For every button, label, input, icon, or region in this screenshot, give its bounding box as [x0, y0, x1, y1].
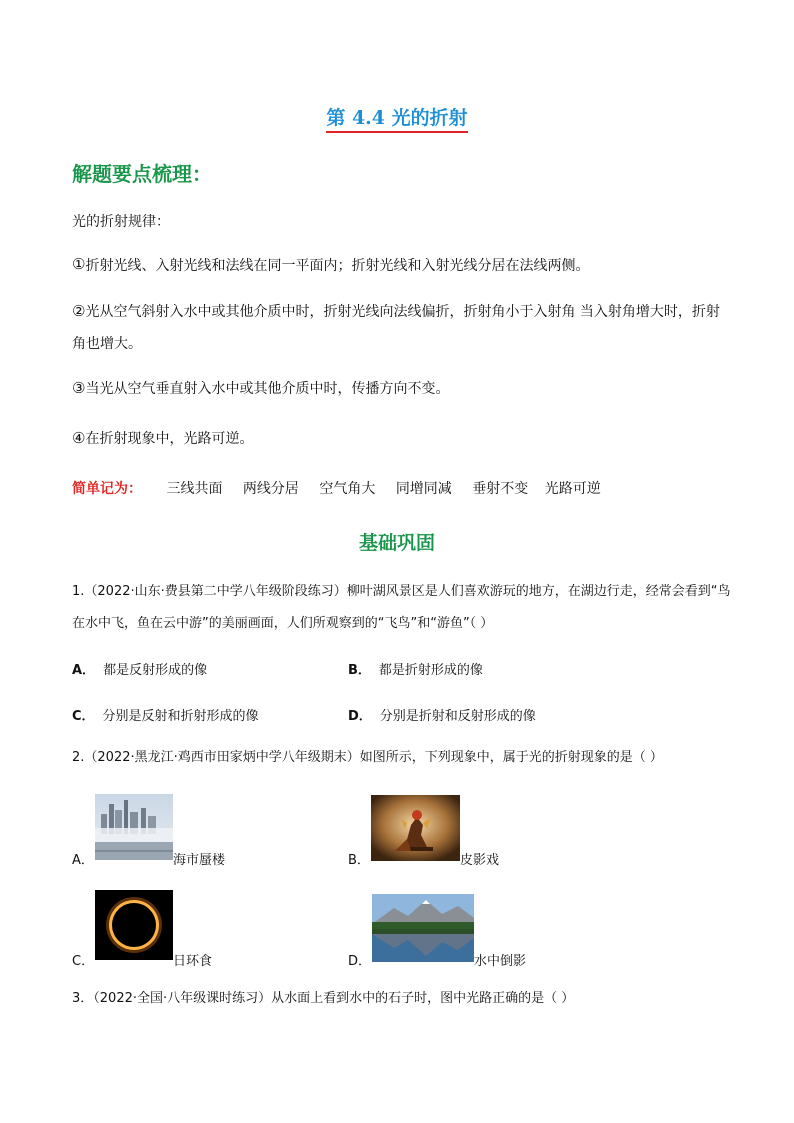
- q1-option-c: [72, 705, 259, 724]
- option-letter: D．: [348, 709, 372, 724]
- q2-option-a-letter: A．: [72, 853, 94, 868]
- rule-number-1: ①: [72, 255, 86, 273]
- rule-number-3: ③: [72, 379, 86, 397]
- q1-option-a: [72, 659, 207, 678]
- option-text: 都是折射形成的像: [378, 663, 483, 678]
- page-title: 第 4.4 光的折射: [326, 107, 467, 133]
- rule-item-1: [72, 256, 732, 276]
- summary-item: 空气角大: [319, 481, 376, 497]
- option-letter: B．: [348, 663, 371, 678]
- mirage-image: [95, 794, 173, 860]
- section-heading-basics: 基础巩固: [358, 532, 435, 554]
- q2-option-c-letter: C．: [72, 954, 95, 969]
- water-reflection-image: [372, 894, 474, 962]
- option-text: 分别是反射和折射形成的像: [102, 709, 259, 724]
- rule-item-2: [72, 295, 732, 360]
- q2-option-a-text: 海市蜃楼: [173, 853, 226, 868]
- page-title-wrap: [0, 103, 794, 130]
- summary-item: 三线共面: [166, 481, 223, 497]
- rule-number-4: ④: [72, 429, 86, 447]
- option-letter: A．: [72, 663, 96, 678]
- rule-text-3: 当光从空气垂直射入水中或其他介质中时，传播方向不变。: [85, 381, 450, 397]
- q2-option-c-text: 日环食: [173, 954, 213, 969]
- q2-option-b-letter: B．: [348, 853, 370, 868]
- summary-item: 光路可逆: [544, 481, 601, 497]
- option-text: 都是反射形成的像: [103, 663, 208, 678]
- q1-option-d: [348, 705, 536, 724]
- option-text: 分别是折射和反射形成的像: [379, 709, 536, 724]
- summary-line: [72, 478, 617, 498]
- q2-option-b-text: 皮影戏: [460, 853, 500, 868]
- summary-label: 简单记为：: [72, 481, 142, 497]
- q2-option-d-letter: D．: [348, 954, 372, 969]
- summary-item: 垂射不变: [472, 481, 529, 497]
- section-heading-key-points: 解题要点梳理：: [72, 162, 212, 186]
- q1-option-b: [348, 659, 483, 678]
- question-3-text: 3．（2022·全国·八年级课时练习）从水面上看到水中的石子时，图中光路正确的是（ ）: [72, 991, 575, 1006]
- shadow-puppet-image: [371, 795, 460, 861]
- rule-item-3: [72, 378, 732, 399]
- q2-option-d-text: 水中倒影: [474, 954, 527, 969]
- summary-item: 两线分居: [242, 481, 299, 497]
- option-letter: C．: [72, 709, 95, 724]
- summary-item: 同增同减: [395, 481, 452, 497]
- rule-text-4: 在折射现象中，光路可逆。: [85, 431, 254, 447]
- question-1-text: 1.（2022·山东·费县第二中学八年级阶段练习）柳叶湖风景区是人们喜欢游玩的地方，在湖边行走，经常会看到“鸟在水中飞，鱼在云中游”的美丽画面，人们所观察到的“飞鸟”和“游鱼”（ ）: [72, 584, 731, 631]
- question-2-text: 2.（2022·黑龙江·鸡西市田家炳中学八年级期末）如图所示，下列现象中，属于光的折射现象的是（ ）: [72, 750, 663, 765]
- rule-text-1: 折射光线、入射光线和法线在同一平面内；折射光线和入射光线分居在法线两侧。: [85, 258, 590, 274]
- rule-item-4: [72, 428, 732, 449]
- annular-eclipse-image: [95, 890, 173, 960]
- rule-number-2: ②: [72, 302, 86, 320]
- rules-intro: 光的折射规律：: [72, 214, 170, 230]
- rule-text-2: 光从空气斜射入水中或其他介质中时，折射光线向法线偏折，折射角小于入射角 当入射角增大时，折射角也增大。: [72, 304, 720, 352]
